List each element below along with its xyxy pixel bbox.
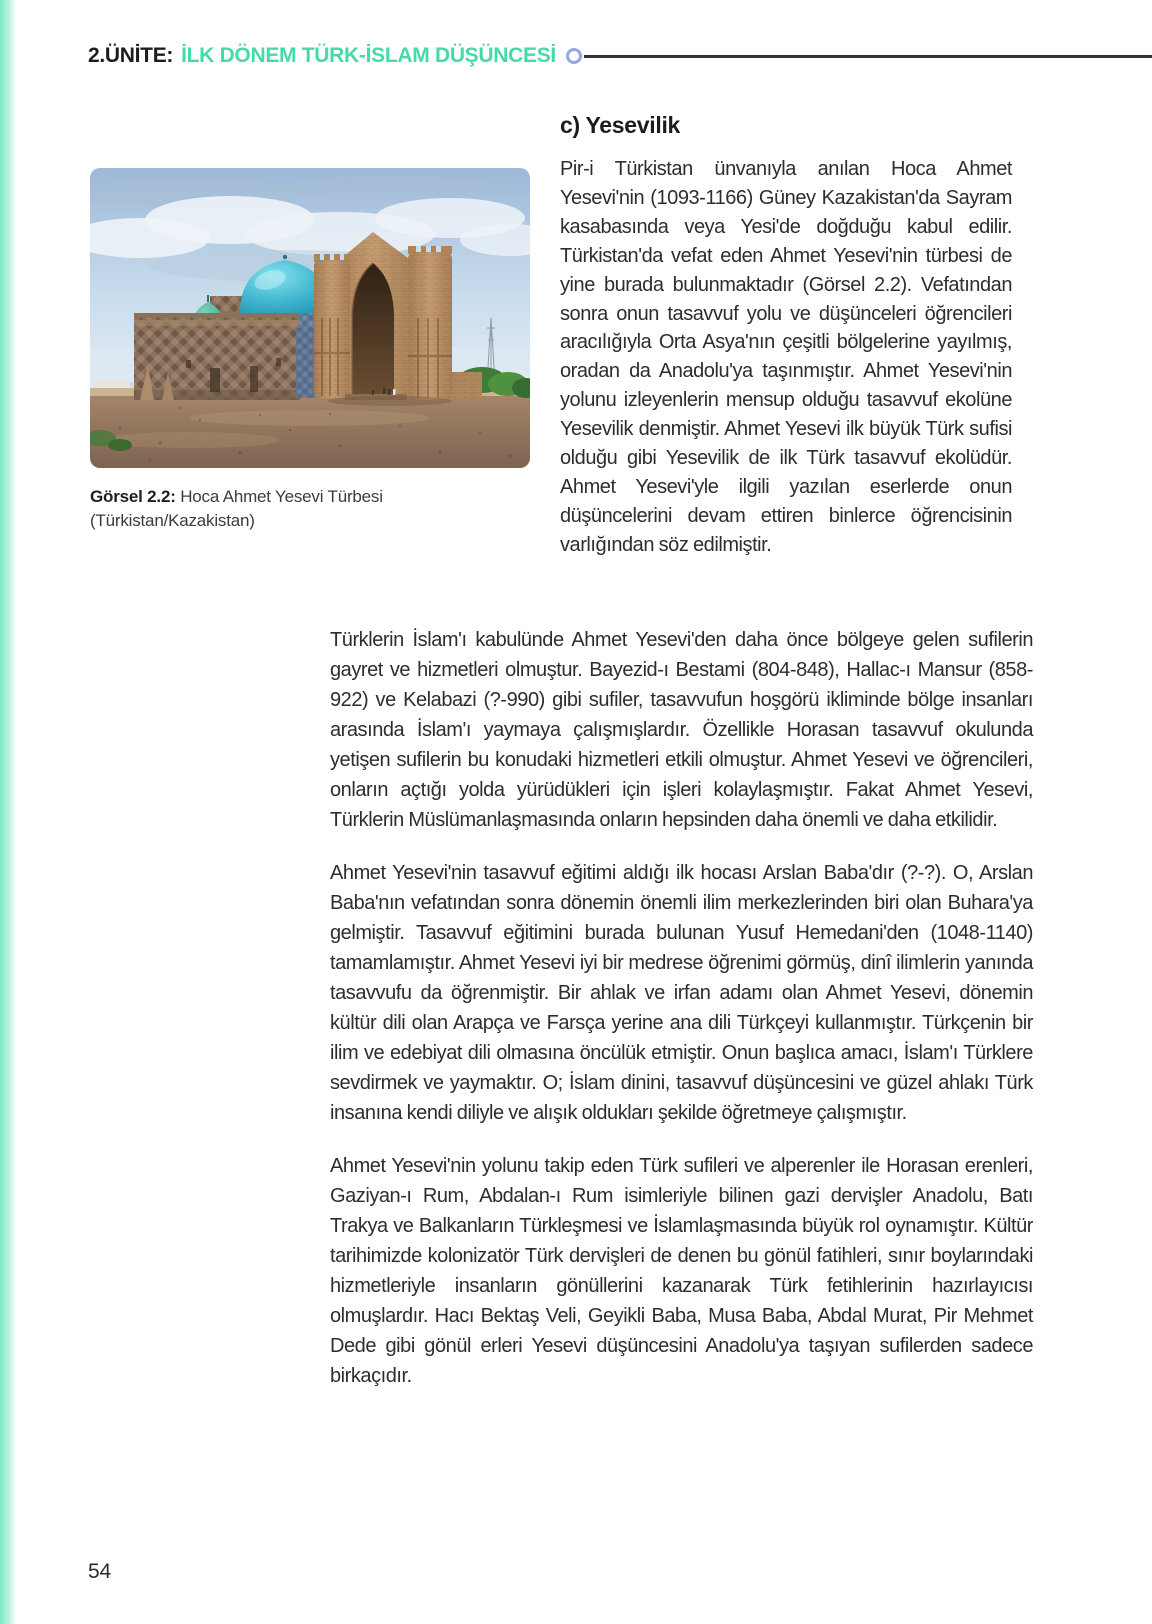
header-connector-dot-icon [566,48,582,64]
section-heading: c) Yesevilik [560,112,681,138]
section-intro-column [560,112,1012,560]
figure-caption [90,485,530,533]
unit-number-label: 2.ÜNİTE: [88,44,174,67]
unit-header [88,44,1152,68]
figure-2-2 [90,168,530,533]
body-paragraph-3: Ahmet Yesevi'nin yolunu takip eden Türk sufileri ve alperenler ile Horasan erenleri, Gaziyan-ı Rum, Abdalan-ı Rum isimleriyle bilinen gazi dervişler Anadolu, Batı Trakya ve Balkanların Türkleşmesi ve İslamlaşmasında büyük rol oynamıştır. Kültür tarihimizde kolonizatör Türk dervişleri de denen bu gönül fatihleri, sınır boylarındaki hizmetleriyle insanların gönüllerini kazanarak Türk fetihlerinin hazırlayıcısı olmuşlardır. Hacı Bektaş Veli, Geyikli Baba, Musa Baba, Abdal Murat, Pir Mehmet Dede gibi gönül erleri Yesevi düşüncesini Anadolu'ya taşıyan sufilerden sadece birkaçıdır. [330,1155,1033,1387]
intro-paragraph: Pir-i Türkistan ünvanıyla anılan Hoca Ahmet Yesevi'nin (1093-1166) Güney Kazakistan'da Sayram kasabasında veya Yesi'de doğduğu kabul edilir. Türkistan'da vefat eden Ahmet Yesevi'nin türbesi de yine burada bulunmaktadır (Görsel 2.2). Vefatından sonra onun tasavvuf yolu ve düşünceleri öğrencileri aracılığıyla Orta Asya'nın çeşitli bölgelerine yayılmış, oradan da Anadolu'ya taşınmıştır. Ahmet Yesevi'nin yolunu izleyenlerin mensup olduğu tasavvuf ekolüne Yesevilik denmiştir. Ahmet Yesevi ilk büyük Türk sufisi olduğu gibi Yesevilik de ilk Türk tasavvuf ekolüdür. Ahmet Yesevi'yle ilgili yazılan eserlerde onun düşüncelerini devam ettiren binlerce öğrencisinin varlığından söz edilmiştir. [560,158,1012,556]
mausoleum-photo [90,168,530,468]
figure-caption-text: Hoca Ahmet Yesevi Türbesi (Türkistan/Kazakistan) [90,487,383,530]
body-text-block [330,625,1033,1414]
header-rule-line [584,55,1152,58]
figure-caption-label: Görsel 2.2: [90,487,176,506]
unit-title: İLK DÖNEM TÜRK-İSLAM DÜŞÜNCESİ [181,44,556,67]
page-number: 54 [88,1560,111,1583]
body-paragraph-2: Ahmet Yesevi'nin tasavvuf eğitimi aldığı ilk hocası Arslan Baba'dır (?-?). O, Arslan Baba'nın vefatından sonra dönemin önemli ilim merkezlerinden biri olan Buhara'ya gelmiştir. Tasavvuf eğitimini burada bulunan Yusuf Hemedani'den (1048-1140) tamamlamıştır. Ahmet Yesevi iyi bir medrese öğrenimi görmüş, dinî ilimlerin yanında tasavvufu da öğrenmiştir. Bir ahlak ve irfan adamı olan Ahmet Yesevi, dönemin kültür dili olan Arapça ve Farsça yerine ana dili Türkçeyi kullanmıştır. Türkçenin bir ilim ve edebiyat dili olmasına öncülük etmiştir. Onun başlıca amacı, İslam'ı Türklere sevdirmek ve yaymaktır. O; İslam dinini, tasavvuf düşüncesini ve güzel ahlakı Türk insanına kendi diliyle ve alışık oldukları şekilde öğretmeye çalışmıştır. [330,862,1033,1124]
body-paragraph-1: Türklerin İslam'ı kabulünde Ahmet Yesevi'den daha önce bölgeye gelen sufilerin gayret ve hizmetleri olmuştur. Bayezid-ı Bestami (804-848), Hallac-ı Mansur (858-922) ve Kelabazi (?-990) gibi sufiler, tasavvufun hoşgörü ikliminde bölge insanları arasında İslam'ı yaymaya çalışmışlardır. Özellikle Horasan tasavvuf okulunda yetişen sufilerin bu konudaki hizmetleri etkili olmuştur. Ahmet Yesevi ve öğrencileri, onların açtığı yolda yürüdükleri için işleri kolaylaşmıştır. Fakat Ahmet Yesevi, Türklerin Müslümanlaşmasında onların hepsinden daha önemli ve daha etkilidir. [330,629,1033,831]
page-edge-accent-stripe [0,0,16,1624]
